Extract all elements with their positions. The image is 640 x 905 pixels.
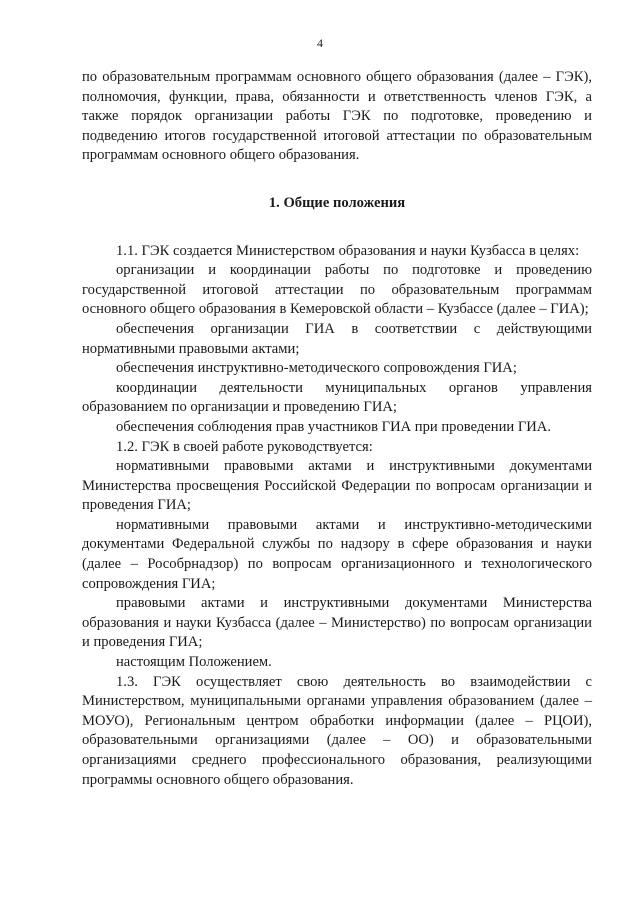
paragraph-1-1: 1.1. ГЭК создается Министерством образования и науки Кузбасса в целях: <box>116 242 580 259</box>
purpose-item-rights: обеспечения соблюдения прав участников ГИА при проведении ГИА. <box>116 418 551 435</box>
guidance-item-kuzbass-ministry: правовыми актами и инструктивными документами Министерства образования и науки Кузбасса (далее – Министерство) по вопросам организации и проведения ГИА; <box>82 595 592 651</box>
purpose-item-compliance: обеспечения организации ГИА в соответствии с действующими нормативными правовыми актами; <box>82 320 592 357</box>
page-number: 4 <box>317 36 323 50</box>
purpose-item-municipal-coordination: координации деятельности муниципальных органов управления образованием по организации и проведению ГИА; <box>82 379 592 416</box>
intro-paragraph: по образовательным программам основного общего образования (далее – ГЭК), полномочия, функции, права, обязанности и ответственность членов ГЭК, а также порядок организации работы ГЭК по подготовке, проведению и подведению итогов государственной итоговой аттестации по образовательным программам основного общего образования. <box>82 69 592 164</box>
purpose-item-coordination: организации и координации работы по подготовке и проведению государственной итоговой аттестации по образовательным программам основного общего образования в Кемеровской области – Кузбассе (далее – ГИА); <box>82 262 592 318</box>
guidance-item-ministry-education: нормативными правовыми актами и инструктивными документами Министерства просвещения Российской Федерации по вопросам организации и проведения ГИА; <box>82 458 592 514</box>
paragraph-1-2: 1.2. ГЭК в своей работе руководствуется: <box>116 438 373 455</box>
purpose-item-methodical-support: обеспечения инструктивно-методического сопровождения ГИА; <box>116 360 517 377</box>
guidance-item-regulation: настоящим Положением. <box>116 654 272 671</box>
section-heading: 1. Общие положения <box>268 194 406 211</box>
document-body <box>82 68 592 790</box>
guidance-item-rosobrnadzor: нормативными правовыми актами и инструктивно-методическими документами Федеральной службы по надзору в сфере образования и науки (далее – Рособрнадзор) по вопросам организационного и технологического сопровождения ГИА; <box>82 516 592 592</box>
paragraph-1-3: 1.3. ГЭК осуществляет свою деятельность во взаимодействии с Министерством, муниципальными органами управления образованием (далее – МОУО), Региональным центром обработки информации (далее – РЦОИ), образовательными организациями (далее – ОО) и образовательными организациями среднего профессионального образования, реализующими программы основного общего образования. <box>82 673 592 788</box>
